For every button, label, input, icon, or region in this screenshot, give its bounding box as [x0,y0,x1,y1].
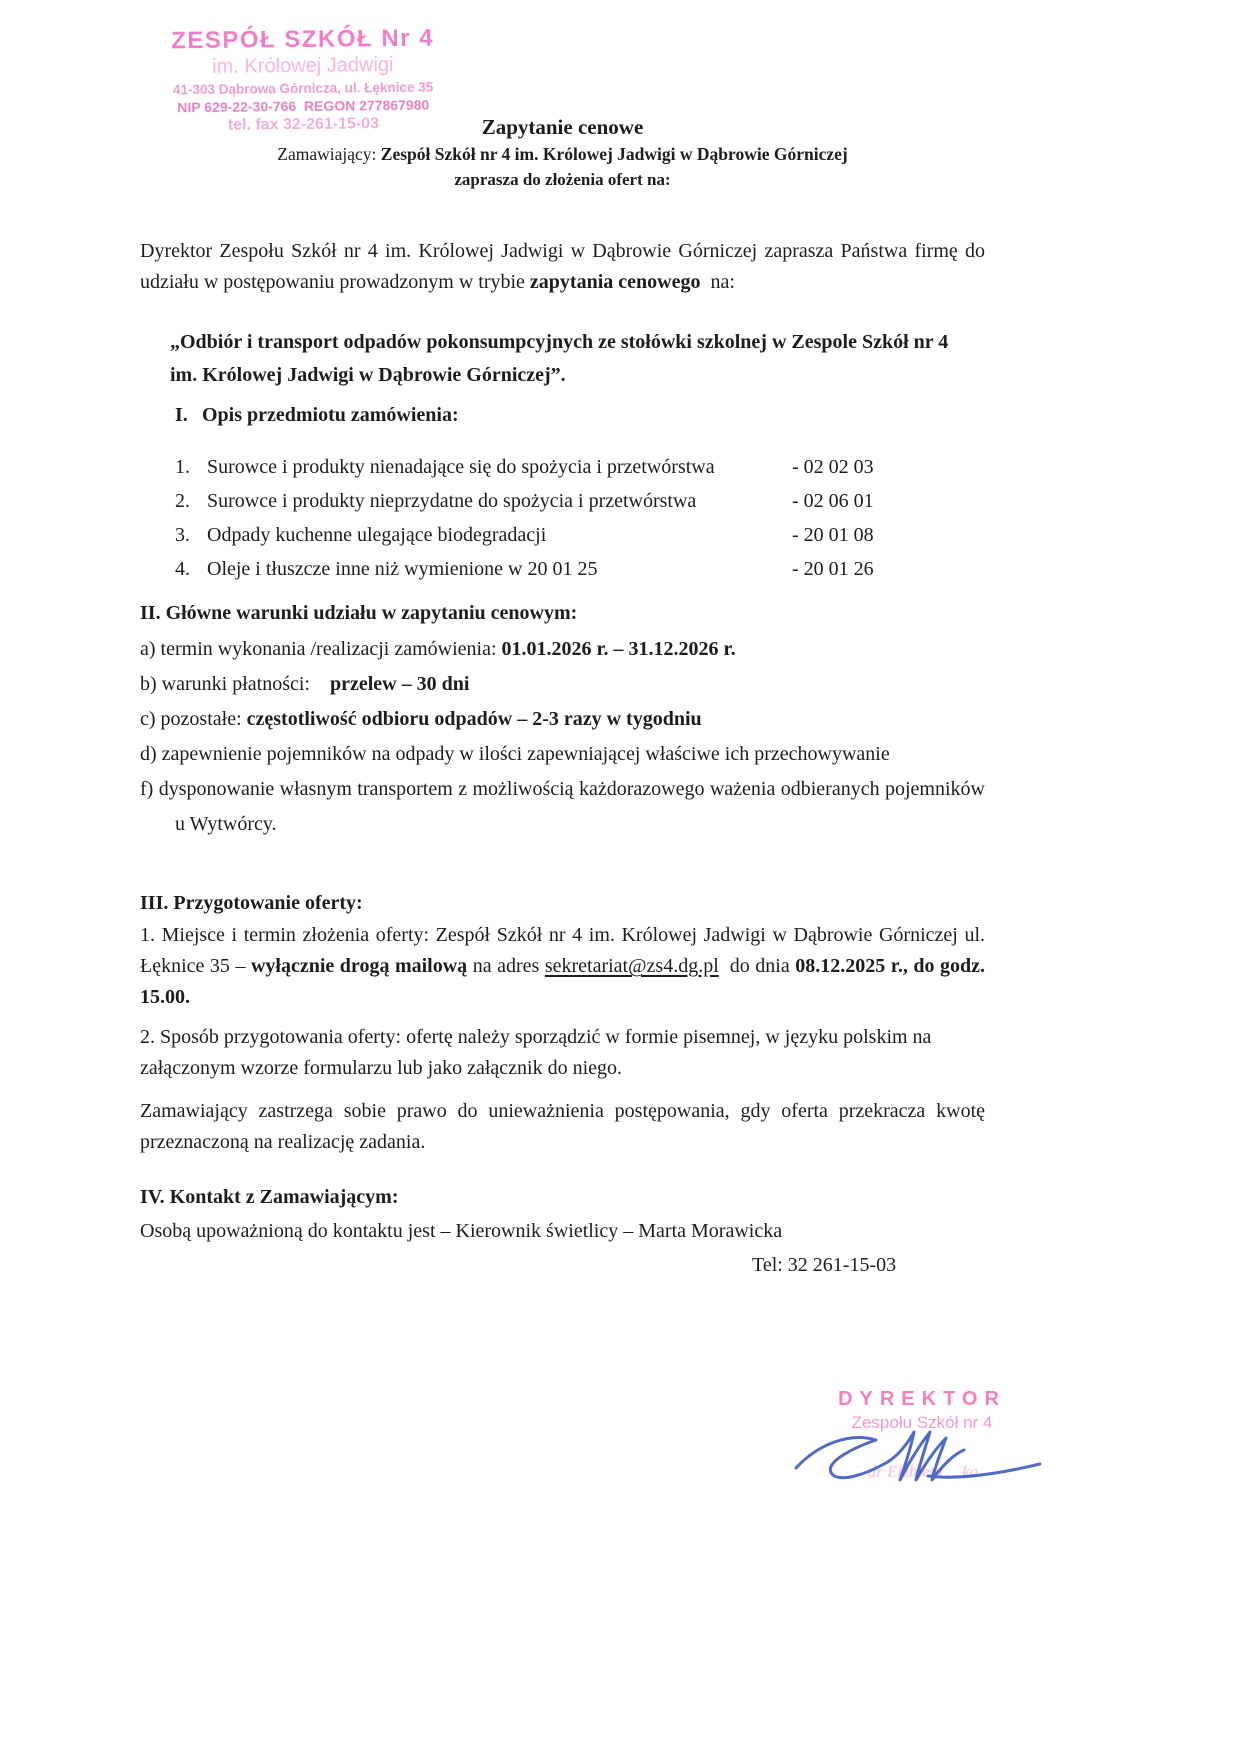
waste-code: - 02 02 03 [792,456,874,478]
section-2-heading: II. Główne warunki udziału w zapytaniu cenowym: [140,602,578,624]
stamp-address: 41-303 Dąbrowa Górnicza, ul. Łęknice 35 [172,79,434,98]
submission-text: 1. Miejsce i termin złożenia oferty: Zespół Szkół nr 4 im. Królowej Jadwigi w Dąbrowie Górniczej ul. Łęknice 35 – [140,924,985,977]
waste-code: - 20 01 26 [792,558,874,580]
intro-text: Dyrektor Zespołu Szkół nr 4 im. Królowej Jadwigi w Dąbrowie Górniczej zaprasza Państwa firmę do udziału w postępowaniu prowadzonym w trybie [140,240,985,293]
submission-text: do dnia [718,955,796,977]
section-1-heading [140,400,985,431]
condition-item-c [140,702,985,737]
condition-text: b) warunki płatności: [140,673,330,695]
intro-bold-phrase: zapytania cenowego [529,271,701,293]
contact-phone: Tel: 32 261-15-03 [752,1254,897,1276]
subject-quote: „Odbiór i transport odpadów pokonsumpcyjnych ze stołówki szkolnej w Zespole Szkół nr 4 im. Królowej Jadwigi w Dąbrowie Górniczej”. [170,331,949,386]
list-item [140,554,985,588]
deadline-bold: 08.12.2025 r., do godz. 15.00. [140,955,986,1008]
cancellation-paragraph: Zamawiający zastrzega sobie prawo do unieważnienia postępowania, gdy oferta przekracza kwotę przeznaczoną na realizację zadania. [140,1100,985,1153]
page-title: Zapytanie cenowe [481,115,644,139]
list-item [140,452,985,486]
waste-code: - 02 06 01 [792,490,874,512]
item-text: Surowce i produkty nienadające się do spożycia i przetwórstwa [207,456,715,478]
condition-item-d [140,737,985,772]
ordering-party-line [140,144,985,165]
list-item [140,486,985,520]
condition-bold: przelew – 30 dni [329,673,470,695]
waste-code: - 20 01 08 [792,524,874,546]
submission-text: na adres [467,955,545,977]
offer-submission-paragraph [140,920,985,1013]
email-link[interactable]: sekretariat@zs4.dg.pl [544,955,719,977]
item-text: Oleje i tłuszcze inne niż wymienione w 20 01 25 [207,558,598,580]
director-org: Zespołu Szkół nr 4 [851,1413,993,1432]
item-number: 1. [175,456,190,478]
item-number: 3. [175,524,190,546]
condition-bold: częstotliwość odbioru odpadów – 2-3 razy w tygodniu [246,708,702,730]
ordering-party-label: Zamawiający: [277,144,381,164]
offer-format-paragraph: 2. Sposób przygotowania oferty: ofertę należy sporządzić w formie pisemnej, w języku polskim na załączonym wzorze formularzu lub jako załącznik do niego. [140,1026,932,1079]
stamp-patron: im. Królowej Jadwigi [212,54,394,78]
contact-person-line: Osobą upoważnioną do kontaktu jest – Kierownik świetlicy – Marta Morawicka [140,1220,783,1242]
section-3-heading: III. Przygotowanie oferty: [140,892,363,914]
director-name-stamp: dr Elżbieta …ka [867,1462,979,1481]
condition-item-f [140,772,985,842]
stamp-school-name: ZESPÓŁ SZKÓŁ Nr 4 [171,24,435,55]
condition-text: a) termin wykonania /realizacji zamówienia: [140,638,502,660]
intro-tail: na: [700,271,735,293]
section-4-heading: IV. Kontakt z Zamawiającym: [140,1186,399,1208]
item-text: Surowce i produkty nieprzydatne do spożycia i przetwórstwa [207,490,697,512]
intro-paragraph [140,236,985,298]
signature-ink [788,1424,1048,1496]
item-number: 2. [175,490,190,512]
conditions-list [140,632,985,842]
condition-text: f) dysponowanie własnym transportem z możliwością każdorazowego ważenia odbieranych pojemników u Wytwórcy. [140,778,985,835]
condition-item-b [140,667,985,702]
section-1-numeral: I. [175,404,188,426]
item-text: Odpady kuchenne ulegające biodegradacji [207,524,547,546]
condition-item-a [140,632,985,667]
waste-code-list [140,452,985,588]
section-1-title: Opis przedmiotu zamówienia: [202,404,459,426]
stamp-phone: tel. fax 32-261-15-03 [227,115,380,134]
director-role: DYREKTOR [838,1388,1006,1410]
ordering-party-name: Zespół Szkół nr 4 im. Królowej Jadwigi w Dąbrowie Górniczej [380,144,848,164]
email-only-bold: wyłącznie drogą mailową [250,955,468,977]
list-item [140,520,985,554]
condition-bold: 01.01.2026 r. – 31.12.2026 r. [501,638,736,660]
invitation-line: zaprasza do złożenia ofert na: [454,170,671,189]
item-number: 4. [175,558,190,580]
condition-text: d) zapewnienie pojemników na odpady w ilości zapewniającej właściwe ich przechowywanie [140,743,890,765]
stamp-nip-regon: NIP 629-22-30-766 REGON 277867980 [177,96,430,116]
condition-text: c) pozostałe: [140,708,247,730]
